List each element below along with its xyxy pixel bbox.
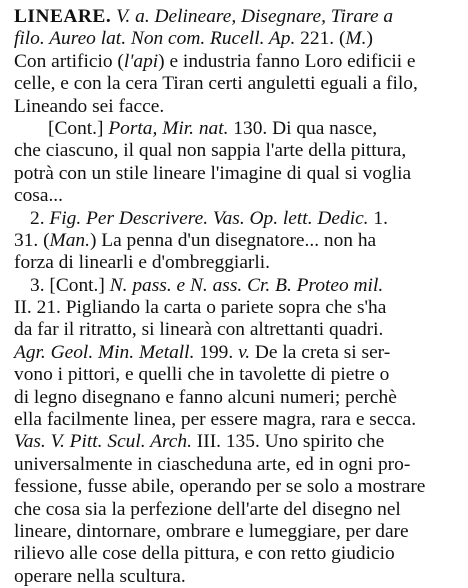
entry-line (14, 342, 460, 364)
entry-line (14, 118, 460, 140)
entry-text: operare nella scultura. (14, 565, 186, 587)
entry-text: 3. [Cont.] (30, 274, 110, 296)
entry-text: . 135. Uno spirito che (216, 431, 385, 453)
entry-text: . 21. Pigliando la carta o pariete sopra che s'ha (26, 297, 387, 319)
italic-citation: N. pass. e N. ass. Cr. B. Proteo mil. (109, 274, 384, 296)
entry-line (14, 208, 460, 230)
entry-text: 2. (30, 207, 50, 229)
entry-line (14, 230, 460, 252)
entry-text: 1. (368, 207, 388, 229)
entry-line (14, 6, 460, 28)
entry-line (14, 252, 460, 274)
entry-line (14, 364, 460, 386)
entry-text: celle, e con la cera Tiran certi anguletti eguali a filo, (14, 73, 418, 95)
entry-text: ella facilmente linea, per essere magra, rara e secca. (14, 409, 417, 431)
entry-line (14, 140, 460, 162)
roman-numeral: II (14, 297, 27, 319)
roman-numeral: III (196, 431, 217, 453)
italic-citation: M. (345, 28, 367, 50)
entry-line (14, 275, 460, 297)
entry-text: ) e industria fanno Loro edificii e (158, 50, 416, 72)
italic-citation: l'api (123, 50, 159, 72)
entry-line (14, 521, 460, 543)
entry-text: fessione, fusse abile, operando per se solo a mostrare (14, 476, 426, 498)
entry-line (14, 51, 460, 73)
entry-line (14, 476, 460, 498)
entry-text: Con artificio ( (14, 50, 124, 72)
entry-text: che ciascuno, il qual non sappia l'arte della pittura, (14, 140, 407, 162)
entry-text: ) (366, 28, 373, 50)
entry-text: lineare, dintornare, ombrare e lumeggiare, per dare (14, 520, 409, 542)
entry-line (14, 319, 460, 341)
entry-text: 221. ( (295, 28, 346, 50)
entry-text: 130. Di qua nasce, (228, 117, 378, 139)
entry-line (14, 454, 460, 476)
entry-line (14, 543, 460, 565)
entry-text: cosa... (14, 185, 63, 207)
entry-text: da far il ritratto, si linearà con altrettanti quadri. (14, 319, 384, 341)
entry-text: rilievo alle cose della pittura, e con retto giudicio (14, 543, 395, 565)
entry-text: che cosa sia la perfezione dell'arte del disegno nel (14, 498, 401, 520)
italic-citation: Vas. V. Pitt. Scul. Arch. (14, 431, 192, 453)
entry-line (14, 28, 460, 50)
entry-text: di legno disegnano e fanno alcuni numeri; perchè (14, 386, 397, 408)
italic-citation: filo. Aureo lat. Non com. Rucell. Ap. (14, 28, 296, 50)
headword: LINEARE. (14, 6, 112, 27)
entry-text: potrà con un stile lineare l'imagine di qual si voglia (14, 162, 412, 184)
entry-line (14, 431, 460, 453)
entry-text: forza di linearli e d'ombreggiarli. (14, 252, 271, 274)
entry-line (14, 387, 460, 409)
italic-citation: v. (238, 341, 251, 363)
dictionary-entry (14, 6, 460, 588)
entry-line (14, 297, 460, 319)
italic-citation: Agr. Geol. Min. Metall. (14, 341, 195, 363)
entry-line (14, 409, 460, 431)
entry-text: De la creta si ser- (250, 341, 391, 363)
entry-line (14, 499, 460, 521)
entry-text: universalmente in ciascheduna arte, ed in ogni pro- (14, 453, 411, 475)
entry-line (14, 185, 460, 207)
entry-line (14, 566, 460, 588)
entry-text: 31. ( (14, 229, 50, 251)
italic-citation: Fig. Per Descrivere. Vas. Op. lett. Dedic. (49, 207, 369, 229)
entry-text: vono i pittori, e quelli che in tavolette di pietre o (14, 364, 390, 386)
entry-text: ) La penna d'un disegnatore... non ha (89, 229, 377, 251)
entry-text: 199. (194, 341, 239, 363)
entry-line (14, 73, 460, 95)
entry-text: Lineando sei facce. (14, 95, 165, 117)
italic-citation: V. a. Delineare, Disegnare, Tirare a (116, 6, 394, 27)
italic-citation: Man. (49, 229, 90, 251)
entry-line (14, 96, 460, 118)
entry-line (14, 163, 460, 185)
entry-text: [Cont.] (48, 117, 109, 139)
italic-citation: Porta, Mir. nat. (108, 117, 229, 139)
